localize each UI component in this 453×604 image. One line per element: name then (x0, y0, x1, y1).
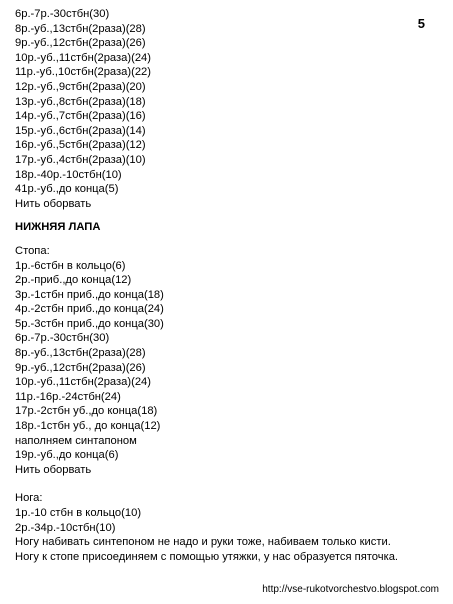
foot-section (15, 244, 435, 478)
leg-label: Нога: (15, 492, 43, 505)
pattern-row: 41р.-уб.,до конца(5) (15, 183, 119, 196)
pattern-row: 4р.-2стбн приб.,до конца(24) (15, 303, 164, 316)
pattern-row: 11р.-уб.,10стбн(2раза)(22) (15, 66, 151, 79)
pattern-row: 16р.-уб.,5стбн(2раза)(12) (15, 139, 146, 152)
pattern-note: Ногу набивать синтепоном не надо и руки тоже, набиваем только кисти. (15, 536, 391, 549)
pattern-row: 3р.-1стбн приб.,до конца(18) (15, 288, 164, 301)
pattern-row: 12р.-уб.,9стбн(2раза)(20) (15, 80, 146, 93)
leg-section (15, 491, 435, 564)
pattern-row: 1р.-10 стбн в кольцо(10) (15, 507, 142, 519)
pattern-row: 18р.-40р.-10стбн(10) (15, 168, 122, 181)
pattern-row: 14р.-уб.,7стбн(2раза)(16) (15, 110, 146, 123)
top-rows-list (15, 7, 435, 211)
pattern-row: 11р.-16р.-24стбн(24) (15, 390, 121, 403)
pattern-row: 18р.-1стбн уб., до конца(12) (15, 420, 161, 433)
pattern-row: 2р.-34р.-10стбн(10) (15, 521, 116, 534)
pattern-row: 10р.-уб.,11стбн(2раза)(24) (15, 376, 151, 389)
pattern-note: наполняем синтапоном (15, 434, 137, 447)
pattern-row: 1р.-6стбн в кольцо(6) (15, 259, 126, 272)
pattern-row: Нить оборвать (15, 197, 92, 210)
pattern-row: 19р.-уб.,до конца(6) (15, 449, 119, 462)
pattern-row: 2р.-приб.,до конца(12) (15, 274, 132, 287)
foot-label: Стопа: (15, 244, 50, 257)
pattern-row: 15р.-уб.,6стбн(2раза)(14) (15, 124, 146, 137)
source-url: http://vse-rukotvorchestvo.blogspot.com (262, 584, 439, 595)
section-heading: НИЖНЯЯ ЛАПА (15, 221, 101, 234)
pattern-row: 8р.-уб.,13стбн(2раза)(28) (15, 22, 146, 35)
pattern-row: 6р.-7р.-30стбн(30) (15, 332, 110, 345)
pattern-row: Нить оборвать (15, 463, 92, 476)
pattern-row: 9р.-уб.,12стбн(2раза)(26) (15, 361, 146, 374)
pattern-row: 5р.-3стбн приб.,до конца(30) (15, 317, 164, 330)
pattern-row: 8р.-уб.,13стбн(2раза)(28) (15, 347, 146, 360)
pattern-row: 17р.-уб.,4стбн(2раза)(10) (15, 153, 146, 166)
pattern-row: 13р.-уб.,8стбн(2раза)(18) (15, 95, 146, 108)
page-number: 5 (417, 16, 425, 31)
pattern-row: 10р.-уб.,11стбн(2раза)(24) (15, 51, 151, 64)
pattern-row: 17р.-2стбн уб.,до конца(18) (15, 405, 158, 418)
pattern-row: 9р.-уб.,12стбн(2раза)(26) (15, 37, 146, 50)
pattern-note: Ногу к стопе присоединяем с помощью утяжки, у нас образуется пяточка. (15, 550, 399, 563)
pattern-row: 6р.-7р.-30стбн(30) (15, 8, 110, 20)
pattern-text (15, 7, 435, 564)
